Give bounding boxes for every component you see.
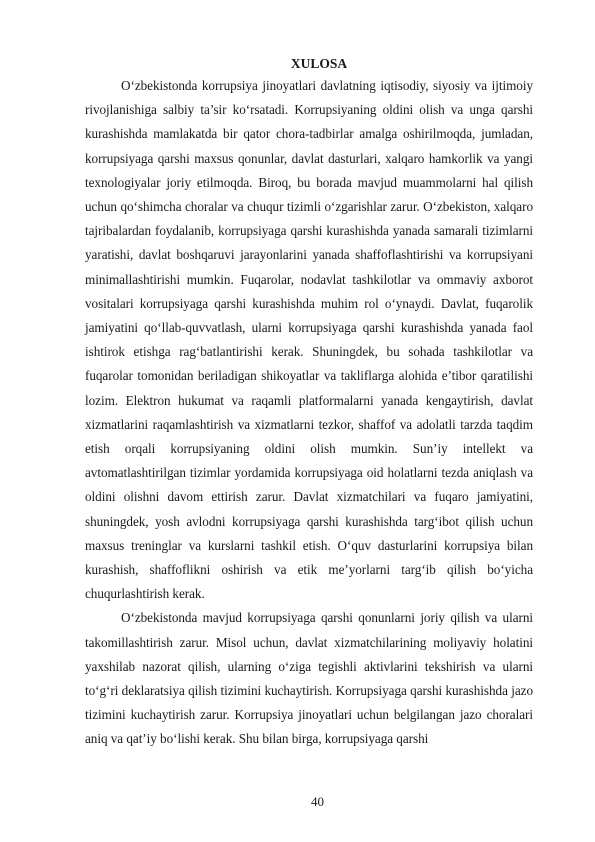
page-number: 40 xyxy=(311,794,324,809)
section-title: XULOSA xyxy=(290,56,348,71)
paragraph-1: O‘zbekistonda korrupsiya jinoyatlari davlatning iqtisodiy, siyosiy va ijtimoiy rivojlanishiga salbiy ta’sir ko‘rsatadi. Korrupsiyaning oldini olish va unga qarshi kurashishda mamlakatda bir qator chora-tadbirlar amalga oshirilmoqda, jumladan, korrupsiyaga qarshi maxsus qonunlar, davlat dasturlari, xalqaro hamkorlik va yangi texnologiyalar joriy etilmoqda. Biroq, bu borada mavjud muammolarni hal qilish uchun qo‘shimcha choralar va chuqur tizimli o‘zgarishlar zarur. O‘zbekiston, xalqaro tajribalardan foydalanib, korrupsiyaga qarshi kurashishda yanada samarali tizimlarni yaratishi, davlat boshqaruvi jarayonlarini yanada shaffoflashtirishi va korrupsiyani minimallashtirishi mumkin. Fuqarolar, nodavlat tashkilotlar va ommaviy axborot vositalari korrupsiyaga qarshi kurashishda muhim rol o‘ynaydi. Davlat, fuqarolik jamiyatini qo‘llab-quvvatlash, ularni korrupsiyaga qarshi kurashishda yanada faol ishtirok etishga rag‘batlantirishi kerak. Shuningdek, bu sohada tashkilotlar va fuqarolar tomonidan beriladigan shikoyatlar va takliflarga alohida e’tibor qaratilishi lozim. Elektron hukumat va raqamli platformalarni yanada kengaytirish, davlat xizmatlarini raqamlashtirish va xizmatlarni tezkor, shaffof va adolatli tarzda taqdim etish orqali korrupsiyaning oldini olish mumkin. Sun’iy intellekt va avtomatlashtirilgan tizimlar yordamida korrupsiyaga oid holatlarni tezda aniqlash va oldini olishni davom ettirish zarur. Davlat xizmatchilari va fuqaro jamiyatini, shuningdek, yosh avlodni korrupsiyaga qarshi kurashishda targ‘ibot qilish uchun maxsus treninglar va kurslarni tashkil etish. O‘quv dasturlarini korrupsiya bilan kurashish, shaffoflikni oshirish va etik me’yorlarni targ‘ib qilish bo‘yicha chuqurlashtirish kerak. xyxy=(85,78,533,602)
document-page xyxy=(85,54,533,752)
paragraph-2: O‘zbekistonda mavjud korrupsiyaga qarshi qonunlarni joriy qilish va ularni takomillashtirish zarur. Misol uchun, davlat xizmatchilarining moliyaviy holatini yaxshilab nazorat qilish, ularning o‘ziga tegishli aktivlarini tekshirish va ularni to‘g‘ri deklaratsiya qilish tizimini kuchaytirish. Korrupsiyaga qarshi kurashishda jazo tizimini kuchaytirish zarur. Korrupsiya jinoyatlari uchun belgilangan jazo choralari aniq va qat’iy bo‘lishi kerak. Shu bilan birga, korrupsiyaga qarshi xyxy=(85,610,533,747)
